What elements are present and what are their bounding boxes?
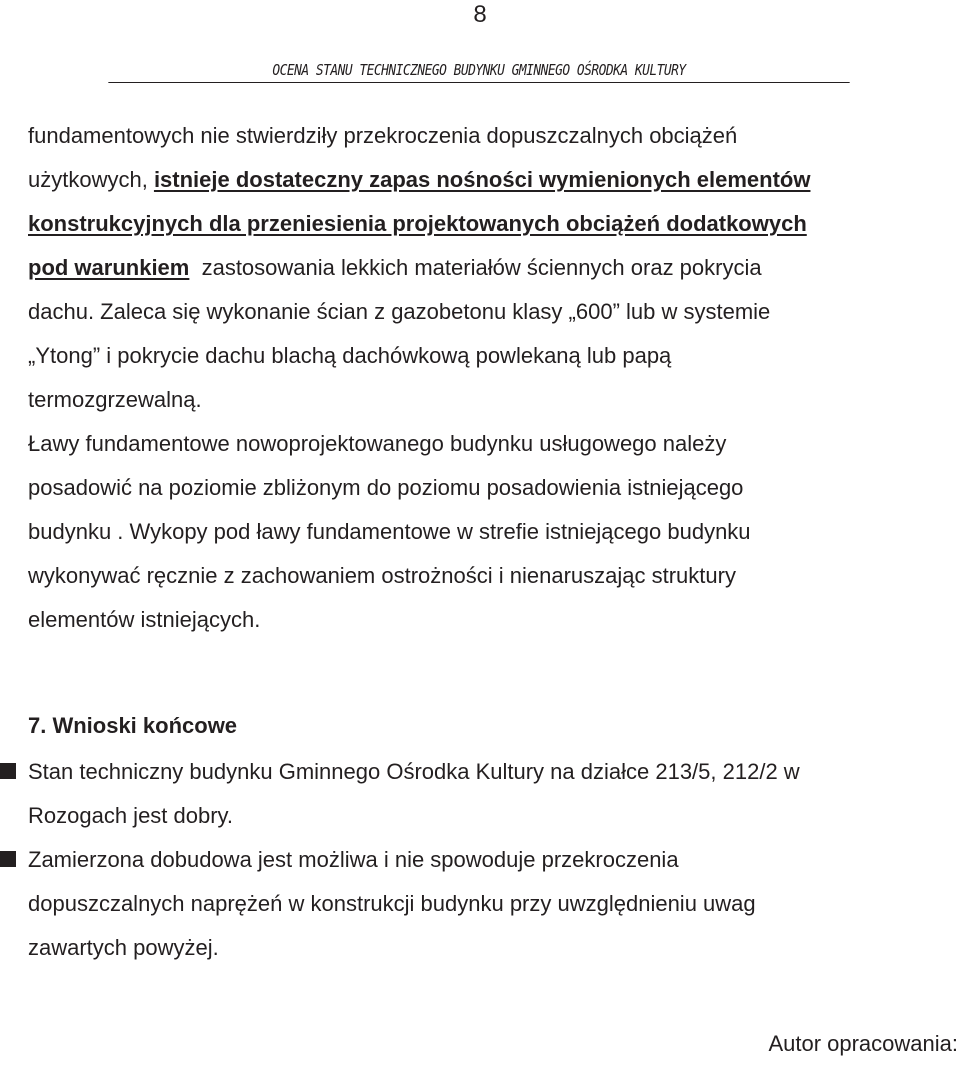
paragraph-text: zastosowania lekkich materiałów ściennych oraz pokrycia bbox=[189, 255, 762, 280]
list-item-line: Rozogach jest dobry. bbox=[28, 803, 234, 828]
paragraph-line: „Ytong” i pokrycie dachu blachą dachówkową powlekaną lub papą bbox=[28, 343, 672, 368]
paragraph-line: termozgrzewalną. bbox=[28, 387, 202, 412]
author-label: Autor opracowania: bbox=[768, 1031, 958, 1056]
paragraph-line: posadowić na poziomie zbliżonym do poziomu posadowienia istniejącego bbox=[28, 475, 744, 500]
emphasized-text: pod warunkiem bbox=[28, 255, 190, 280]
list-item bbox=[0, 838, 960, 970]
list-item-line: Stan techniczny budynku Gminnego Ośrodka Kultury na działce 213/5, 212/2 w bbox=[28, 759, 800, 784]
paragraph-line: fundamentowych nie stwierdziły przekroczenia dopuszczalnych obciążeń bbox=[28, 123, 738, 148]
list-item bbox=[0, 750, 960, 838]
paragraph-line: elementów istniejących. bbox=[28, 607, 261, 632]
paragraph-line: Ławy fundamentowe nowoprojektowanego budynku usługowego należy bbox=[28, 431, 727, 456]
list-item-line: zawartych powyżej. bbox=[28, 935, 219, 960]
paragraph-line bbox=[28, 246, 958, 290]
paragraph-line: wykonywać ręcznie z zachowaniem ostrożności i nienaruszając struktury bbox=[28, 563, 736, 588]
square-bullet-icon bbox=[0, 763, 16, 779]
paragraph-line bbox=[28, 202, 958, 246]
section-heading: 7. Wnioski końcowe bbox=[28, 713, 238, 738]
page-number: 8 bbox=[473, 1, 487, 28]
square-bullet-icon bbox=[0, 851, 16, 867]
list-item-line: Zamierzona dobudowa jest możliwa i nie spowoduje przekroczenia bbox=[28, 847, 679, 872]
emphasized-text: konstrukcyjnych dla przeniesienia projektowanych obciążeń dodatkowych bbox=[28, 211, 807, 236]
paragraph-line bbox=[28, 158, 958, 202]
list-item-line: dopuszczalnych naprężeń w konstrukcji budynku przy uwzględnieniu uwag bbox=[28, 891, 756, 916]
conclusions-list bbox=[0, 750, 960, 970]
paragraph-line: budynku . Wykopy pod ławy fundamentowe w strefie istniejącego budynku bbox=[28, 519, 751, 544]
body-paragraph bbox=[28, 114, 958, 642]
running-header: OCENA STANU TECHNICZNEGO BUDYNKU GMINNEGO OŚRODKA KULTURY bbox=[108, 58, 849, 83]
paragraph-text: użytkowych, bbox=[28, 167, 154, 192]
emphasized-text: istnieje dostateczny zapas nośności wymienionych elementów bbox=[153, 167, 811, 192]
paragraph-line: dachu. Zaleca się wykonanie ścian z gazobetonu klasy „600” lub w systemie bbox=[28, 299, 771, 324]
